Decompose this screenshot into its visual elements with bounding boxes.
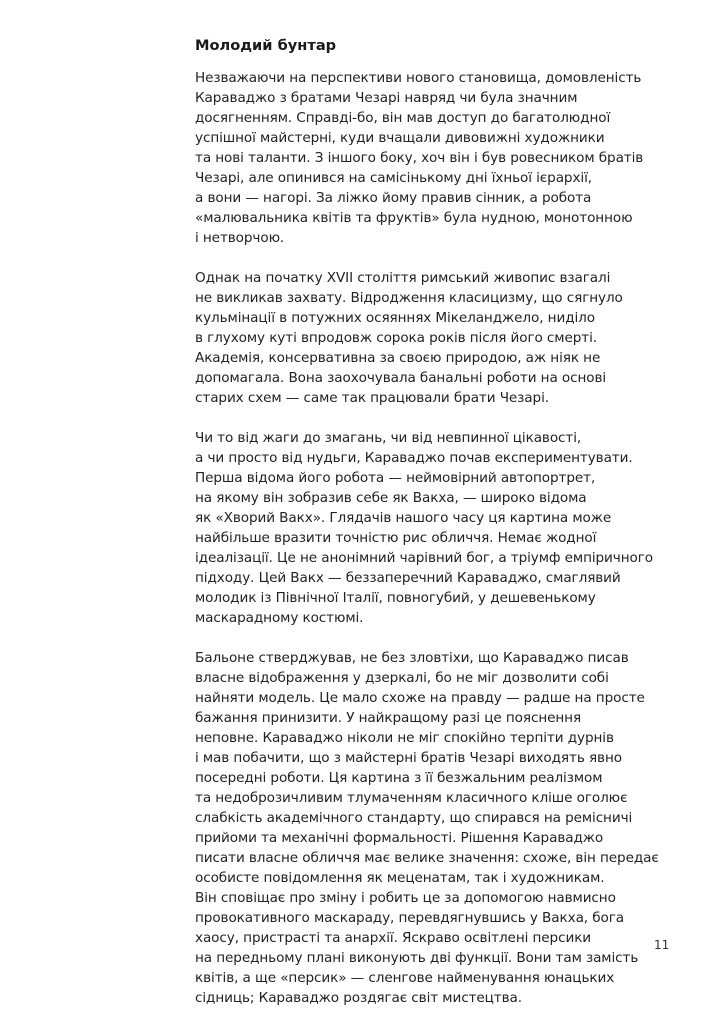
paragraph bbox=[195, 268, 665, 408]
text-line: на передньому плані виконують дві функції. Вони там замість bbox=[195, 950, 639, 966]
text-line: квітів, а ще «персик» — сленгове найменування юнацьких bbox=[195, 970, 615, 986]
body-text bbox=[195, 68, 665, 1028]
text-line: а вони — нагорі. За ліжко йому правив сінник, а робота bbox=[195, 190, 592, 206]
text-line: Бальоне стверджував, не без зловтіхи, що Караваджо писав bbox=[195, 650, 629, 666]
text-line: Незважаючи на перспективи нового становища, домовленість bbox=[195, 70, 642, 86]
paragraph bbox=[195, 648, 665, 1008]
text-line: власне відображення у дзеркалі, бо не міг дозволити собі bbox=[195, 670, 609, 686]
text-line: бажання принизити. У найкращому разі це пояснення bbox=[195, 710, 582, 726]
text-line: і нетворчою. bbox=[195, 230, 285, 246]
text-line: та недоброзичливим тлумаченням класичного кліше оголює bbox=[195, 790, 628, 806]
text-line: Чи то від жаги до змагань, чи від невпинної цікавості, bbox=[195, 430, 582, 446]
text-line: особисте повідомлення як меценатам, так і художникам. bbox=[195, 870, 605, 886]
text-line: а чи просто від нудьги, Караваджо почав експериментувати. bbox=[195, 450, 633, 466]
text-line: в глухому куті впродовж сорока років після його смерті. bbox=[195, 330, 597, 346]
text-line: досягненням. Справді-бо, він мав доступ до багатолюдної bbox=[195, 110, 611, 126]
text-line: прийоми та механічні формальності. Рішення Караваджо bbox=[195, 830, 604, 846]
text-line: слабкість академічного стандарту, що спирався на ремісничі bbox=[195, 810, 633, 826]
text-line: успішної майстерні, куди вчащали дивовижні художники bbox=[195, 130, 605, 146]
text-line: найняти модель. Це мало схоже на правду — радше на просте bbox=[195, 690, 645, 706]
page-number: 11 bbox=[654, 938, 670, 952]
text-line: Академія, консервативна за своєю природою, аж ніяк не bbox=[195, 350, 601, 366]
text-line: як «Хворий Вакх». Глядачів нашого часу ця картина може bbox=[195, 510, 612, 526]
text-line: на якому він зобразив себе як Вакха, — широко відома bbox=[195, 490, 587, 506]
text-line: неповне. Караваджо ніколи не міг спокійно терпіти дурнів bbox=[195, 730, 614, 746]
text-line: та нові таланти. З іншого боку, хоч він і був ровесником братів bbox=[195, 150, 644, 166]
text-line: молодик із Північної Італії, повногубий, у дешевенькому bbox=[195, 590, 596, 606]
text-line: провокативного маскараду, перевдягнувшись у Вакха, бога bbox=[195, 910, 625, 926]
paragraph bbox=[195, 428, 665, 628]
text-line: ідеалізації. Це не анонімний чарівний бог, а тріумф емпіричного bbox=[195, 550, 653, 566]
text-line: хаосу, пристрасті та анархії. Яскраво освітлені персики bbox=[195, 930, 592, 946]
text-line: Караваджо з братами Чезарі навряд чи була значним bbox=[195, 90, 578, 106]
paragraph bbox=[195, 68, 665, 248]
text-line: маскарадному костюмі. bbox=[195, 610, 364, 626]
text-line: не викликав захвату. Відродження класицизму, що сягнуло bbox=[195, 290, 623, 306]
text-line: Перша відома його робота — неймовірний автопортрет, bbox=[195, 470, 596, 486]
text-line: кульмінації в потужних осяяннях Мікеланджело, ниділо bbox=[195, 310, 595, 326]
text-line: підходу. Цей Вакх — беззаперечний Караваджо, смаглявий bbox=[195, 570, 621, 586]
section-title: Молодий бунтар bbox=[195, 37, 337, 54]
text-line: старих схем — саме так працювали брати Чезарі. bbox=[195, 390, 549, 406]
text-line: «малювальника квітів та фруктів» була нудною, монотонною bbox=[195, 210, 633, 226]
text-line: Чезарі, але опинився на самісінькому дні їхньої ієрархії, bbox=[195, 170, 592, 186]
text-line: Він сповіщає про зміну і робить це за допомогою навмисно bbox=[195, 890, 616, 906]
text-line: найбільше вразити точністю рис обличчя. Немає жодної bbox=[195, 530, 597, 546]
text-line: Однак на початку XVII століття римський живопис взагалі bbox=[195, 270, 611, 286]
text-line: писати власне обличчя має велике значення: схоже, він передає bbox=[195, 850, 659, 866]
text-line: і мав побачити, що з майстерні братів Чезарі виходять явно bbox=[195, 750, 622, 766]
text-line: сідниць; Караваджо роздягає світ мистецтва. bbox=[195, 990, 522, 1006]
text-line: допомагала. Вона заохочувала банальні роботи на основі bbox=[195, 370, 607, 386]
text-line: посередні роботи. Ця картина з її безжальним реалізмом bbox=[195, 770, 603, 786]
